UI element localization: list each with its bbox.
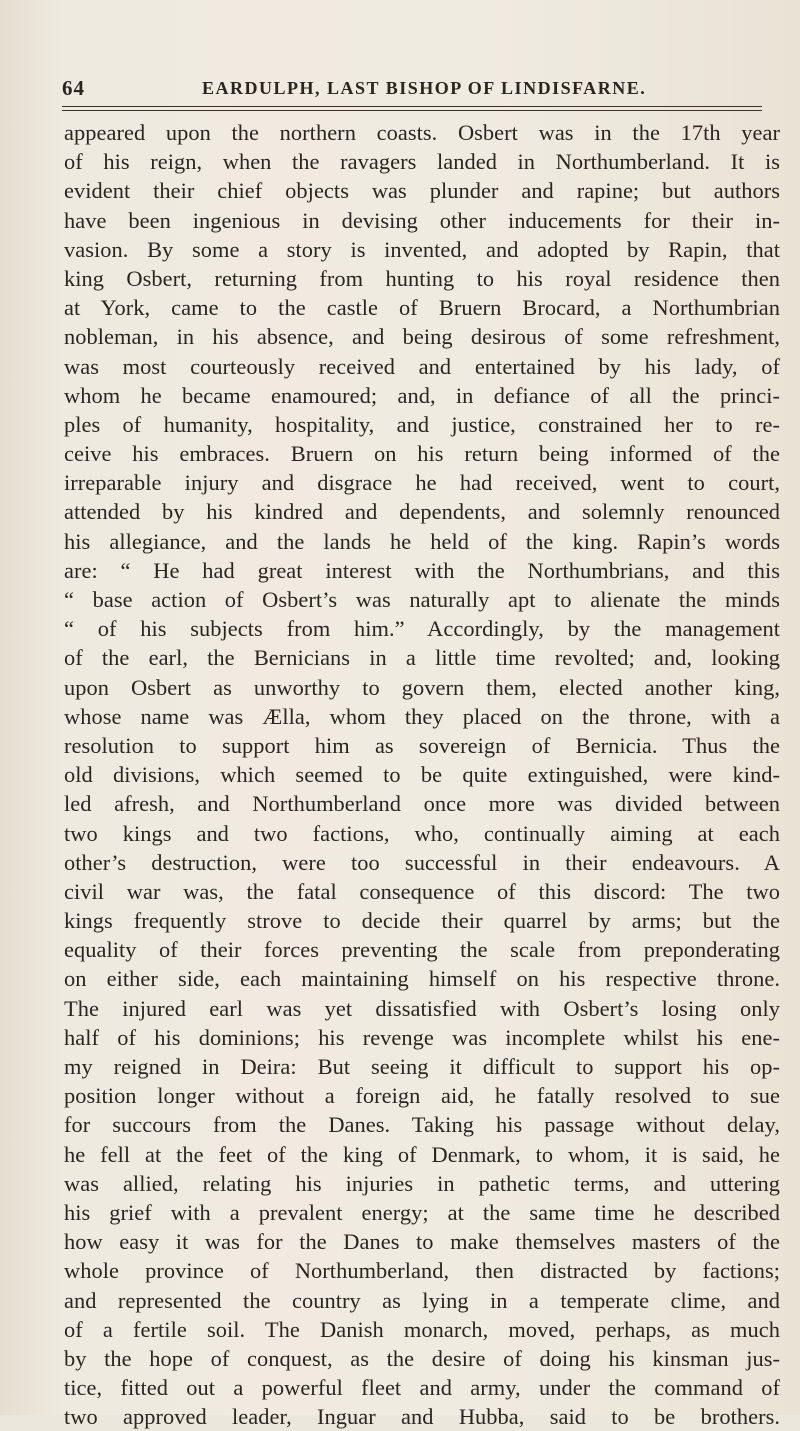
header-rule-secondary	[62, 110, 762, 111]
text-line: of the earl, the Bernicians in a little time revolted; and, looking	[64, 645, 780, 671]
text-line: equality of their forces preventing the scale from preponderating	[64, 937, 780, 963]
text-line: old divisions, which seemed to be quite extinguished, were kind-	[64, 762, 780, 788]
text-line: of his reign, when the ravagers landed in Northumberland. It is	[64, 149, 780, 175]
text-line: vasion. By some a story is invented, and adopted by Rapin, that	[64, 236, 780, 262]
text-line: king Osbert, returning from hunting to his royal residence then	[64, 265, 780, 291]
text-line: on either side, each maintaining himself on his respective throne.	[64, 966, 780, 992]
text-line: whole province of Northumberland, then distracted by factions;	[64, 1258, 780, 1284]
text-line: two kings and two factions, who, continually aiming at each	[64, 820, 780, 846]
text-line: civil war was, the fatal consequence of this discord: The two	[64, 878, 780, 904]
text-line: was most courteously received and entertained by his lady, of	[64, 353, 780, 379]
text-line: position longer without a foreign aid, he fatally resolved to sue	[64, 1083, 780, 1109]
text-line: for succours from the Danes. Taking his passage without delay,	[64, 1112, 780, 1138]
text-line: my reigned in Deira: But seeing it difficult to support his op-	[64, 1054, 780, 1079]
text-line: whose name was Ælla, whom they placed on the throne, with a	[64, 703, 780, 729]
text-line: by the hope of conquest, as the desire of doing his kinsman jus-	[64, 1345, 780, 1371]
text-line: at York, came to the castle of Bruern Brocard, a Northumbrian	[64, 295, 780, 321]
text-line: “ of his subjects from him.” Accordingly, by the management	[64, 616, 780, 642]
header-rule	[62, 106, 762, 107]
page-number: 64	[62, 76, 85, 100]
text-line: are: “ He had great interest with the Northumbrians, and this	[64, 557, 780, 583]
text-line: whom he became enamoured; and, in defiance of all the princi-	[64, 382, 780, 408]
text-line: was allied, relating his injuries in pathetic terms, and uttering	[64, 1170, 780, 1196]
text-line: nobleman, in his absence, and being desirous of some refreshment,	[64, 324, 780, 350]
text-line: his grief with a prevalent energy; at the same time he described	[64, 1199, 780, 1225]
text-line: resolution to support him as sovereign of Bernicia. Thus the	[64, 732, 780, 758]
text-line: kings frequently strove to decide their quarrel by arms; but the	[64, 908, 780, 934]
text-line: have been ingenious in devising other inducements for their in-	[64, 207, 780, 233]
text-line: attended by his kindred and dependents, and solemnly renounced	[64, 499, 780, 525]
text-line: tice, fitted out a powerful fleet and army, under the command of	[64, 1375, 780, 1401]
running-head: EARDULPH, LAST BISHOP OF LINDISFARNE.	[202, 78, 647, 98]
text-line: his allegiance, and the lands he held of the king. Rapin’s words	[64, 528, 780, 554]
text-line: how easy it was for the Danes to make themselves masters of the	[64, 1229, 780, 1255]
text-line: two approved leader, Inguar and Hubba, said to be brothers.	[64, 1404, 780, 1430]
text-line: ceive his embraces. Bruern on his return being informed of the	[64, 441, 780, 467]
text-line: of a fertile soil. The Danish monarch, moved, perhaps, as much	[64, 1316, 780, 1342]
text-line: “ base action of Osbert’s was naturally apt to alienate the minds	[64, 587, 780, 612]
page-header	[62, 52, 762, 100]
text-line: The injured earl was yet dissatisfied with Osbert’s losing only	[64, 995, 780, 1021]
text-line: and represented the country as lying in a temperate clime, and	[64, 1287, 780, 1313]
text-line: irreparable injury and disgrace he had received, went to court,	[64, 470, 780, 496]
text-line: appeared upon the northern coasts. Osbert was in the 17th year	[64, 120, 780, 145]
body-text	[64, 118, 780, 1431]
text-line: evident their chief objects was plunder and rapine; but authors	[64, 178, 780, 204]
text-line: half of his dominions; his revenge was incomplete whilst his ene-	[64, 1024, 780, 1050]
text-line: upon Osbert as unworthy to govern them, elected another king,	[64, 674, 780, 700]
text-line: ples of humanity, hospitality, and justice, constrained her to re-	[64, 411, 780, 437]
text-line: other’s destruction, were too successful in their endeavours. A	[64, 849, 780, 875]
text-line: he fell at the feet of the king of Denmark, to whom, it is said, he	[64, 1141, 780, 1167]
text-line: led afresh, and Northumberland once more was divided between	[64, 791, 780, 817]
